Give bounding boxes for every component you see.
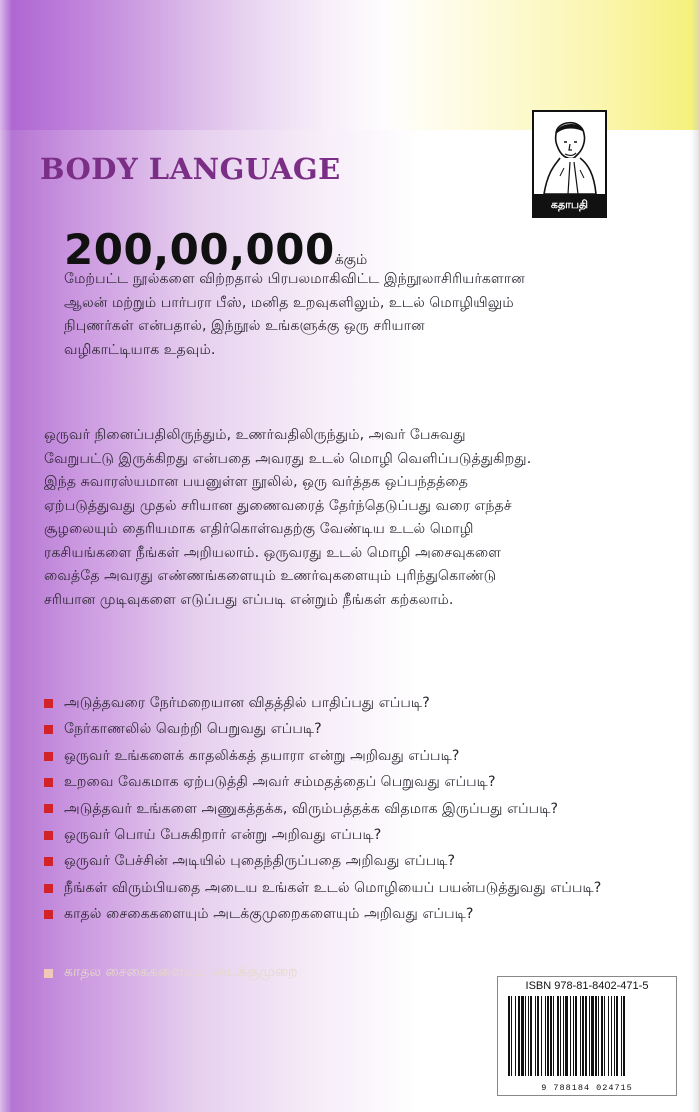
bullet-square-icon xyxy=(44,778,53,787)
publisher-name: கதாபதி xyxy=(534,194,605,216)
list-item-text: அடுத்தவரை நேர்மறையான விதத்தில் பாதிப்பது எப்படி? xyxy=(64,695,430,711)
list-item xyxy=(44,796,684,822)
list-item-text: உறவை வேகமாக ஏற்படுத்தி அவர் சம்மதத்தைப் பெறுவது எப்படி? xyxy=(64,774,496,791)
bullet-square-icon xyxy=(44,910,53,919)
faded-bullet-square-icon xyxy=(44,969,53,978)
sales-number: 200,00,000 xyxy=(64,225,335,274)
description-line: சரியான முடிவுகளை எடுப்பது எப்படி என்றும் நீங்கள் கற்கலாம். xyxy=(44,591,454,608)
intro-paragraph xyxy=(64,268,664,362)
description-line: சூழலையும் தைரியமாக எதிர்கொள்வதற்கு வேண்டிய உடல் மொழி xyxy=(44,521,474,537)
bullet-square-icon xyxy=(44,884,53,893)
list-item-text: நேர்காணலில் வெற்றி பெறுவது எப்படி? xyxy=(64,721,322,738)
benefit-list xyxy=(44,690,684,928)
list-item-text: காதல் சைகைகளையும் அடக்குமுறைகளையும் அறிவது எப்படி? xyxy=(64,906,474,923)
book-title: BODY LANGUAGE xyxy=(40,152,341,186)
bullet-square-icon xyxy=(44,804,53,813)
list-item xyxy=(44,743,684,769)
description-line: ரகசியங்களை நீங்கள் அறியலாம். ஒருவரது உடல் மொழி அசைவுகளை xyxy=(44,544,502,561)
plastic-wrap-edge-right xyxy=(691,0,699,1112)
list-item-text: நீங்கள் விரும்பியதை அடைய உங்கள் உடல் மொழியைப் பயன்படுத்துவது எப்படி? xyxy=(64,879,602,896)
list-item xyxy=(44,769,684,795)
publisher-logo xyxy=(532,110,607,218)
intro-line: நிபுணர்கள் என்பதால், இந்நூல் உங்களுக்கு ஒரு சரியான xyxy=(64,318,425,334)
list-item-text: ஒருவர் பொய் பேசுகிறார் என்று அறிவது எப்படி? xyxy=(64,827,382,844)
author-portrait-icon xyxy=(534,112,605,194)
description-line: ஒருவர் நினைப்பதிலிருந்தும், உணர்வதிலிருந்தும், அவர் பேசுவது xyxy=(44,427,466,443)
description-paragraph xyxy=(44,424,664,612)
isbn-label: ISBN 978-81-8402-471-5 xyxy=(525,980,649,992)
list-item xyxy=(44,875,684,901)
bullet-square-icon xyxy=(44,725,53,734)
intro-line: வழிகாட்டியாக உதவும். xyxy=(64,341,216,358)
isbn-barcode xyxy=(497,976,677,1096)
description-line: வைத்தே அவரது எண்ணங்களையும் உணர்வுகளையும் புரிந்துகொண்டு xyxy=(44,568,497,584)
intro-line: மேற்பட்ட நூல்களை விற்றதால் பிரபலமாகிவிட்ட இந்நூலாசிரியர்களான xyxy=(64,271,525,287)
bullet-square-icon xyxy=(44,831,53,840)
barcode-icon xyxy=(506,996,668,1078)
intro-line: ஆலன் மற்றும் பார்பரா பீஸ், மனித உறவுகளிலும், உடல் மொழியிலும் xyxy=(64,294,514,311)
description-line: இந்த சுவாரஸ்யமான பயனுள்ள நூலில், ஒரு வர்த்தக ஒப்பந்தத்தை xyxy=(44,474,469,490)
list-item-text: ஒருவர் உங்களைக் காதலிக்கத் தயாரா என்று அறிவது எப்படி? xyxy=(64,747,460,764)
plastic-wrap-edge-left xyxy=(0,0,12,1112)
list-item xyxy=(44,822,684,848)
bullet-square-icon xyxy=(44,699,53,708)
sales-suffix: க்கும் xyxy=(334,252,368,268)
barcode-digits: 9 788184 024715 xyxy=(541,1083,633,1093)
faded-offset-text xyxy=(44,964,298,982)
description-line: ஏற்படுத்துவது முதல் சரியான துணைவரைத் தேர்ந்தெடுப்பது வரை எந்தச் xyxy=(44,497,512,514)
bullet-square-icon xyxy=(44,752,53,761)
sales-headline xyxy=(64,225,367,274)
bullet-square-icon xyxy=(44,857,53,866)
list-item-text: அடுத்தவர் உங்களை அணுகத்தக்க, விரும்பத்தக்க விதமாக இருப்பது எப்படி? xyxy=(64,800,559,817)
list-item xyxy=(44,848,684,874)
description-line: வேறுபட்டு இருக்கிறது என்பதை அவரது உடல் மொழி வெளிப்படுத்துகிறது. xyxy=(44,450,532,467)
faded-text: காதல சைகைகளையும் அடக்குமுறை xyxy=(64,964,298,980)
list-item xyxy=(44,716,684,742)
list-item-text: ஒருவர் பேச்சின் அடியில் புதைந்திருப்பதை அறிவது எப்படி? xyxy=(64,853,456,870)
list-item xyxy=(44,690,684,716)
list-item xyxy=(44,901,684,927)
